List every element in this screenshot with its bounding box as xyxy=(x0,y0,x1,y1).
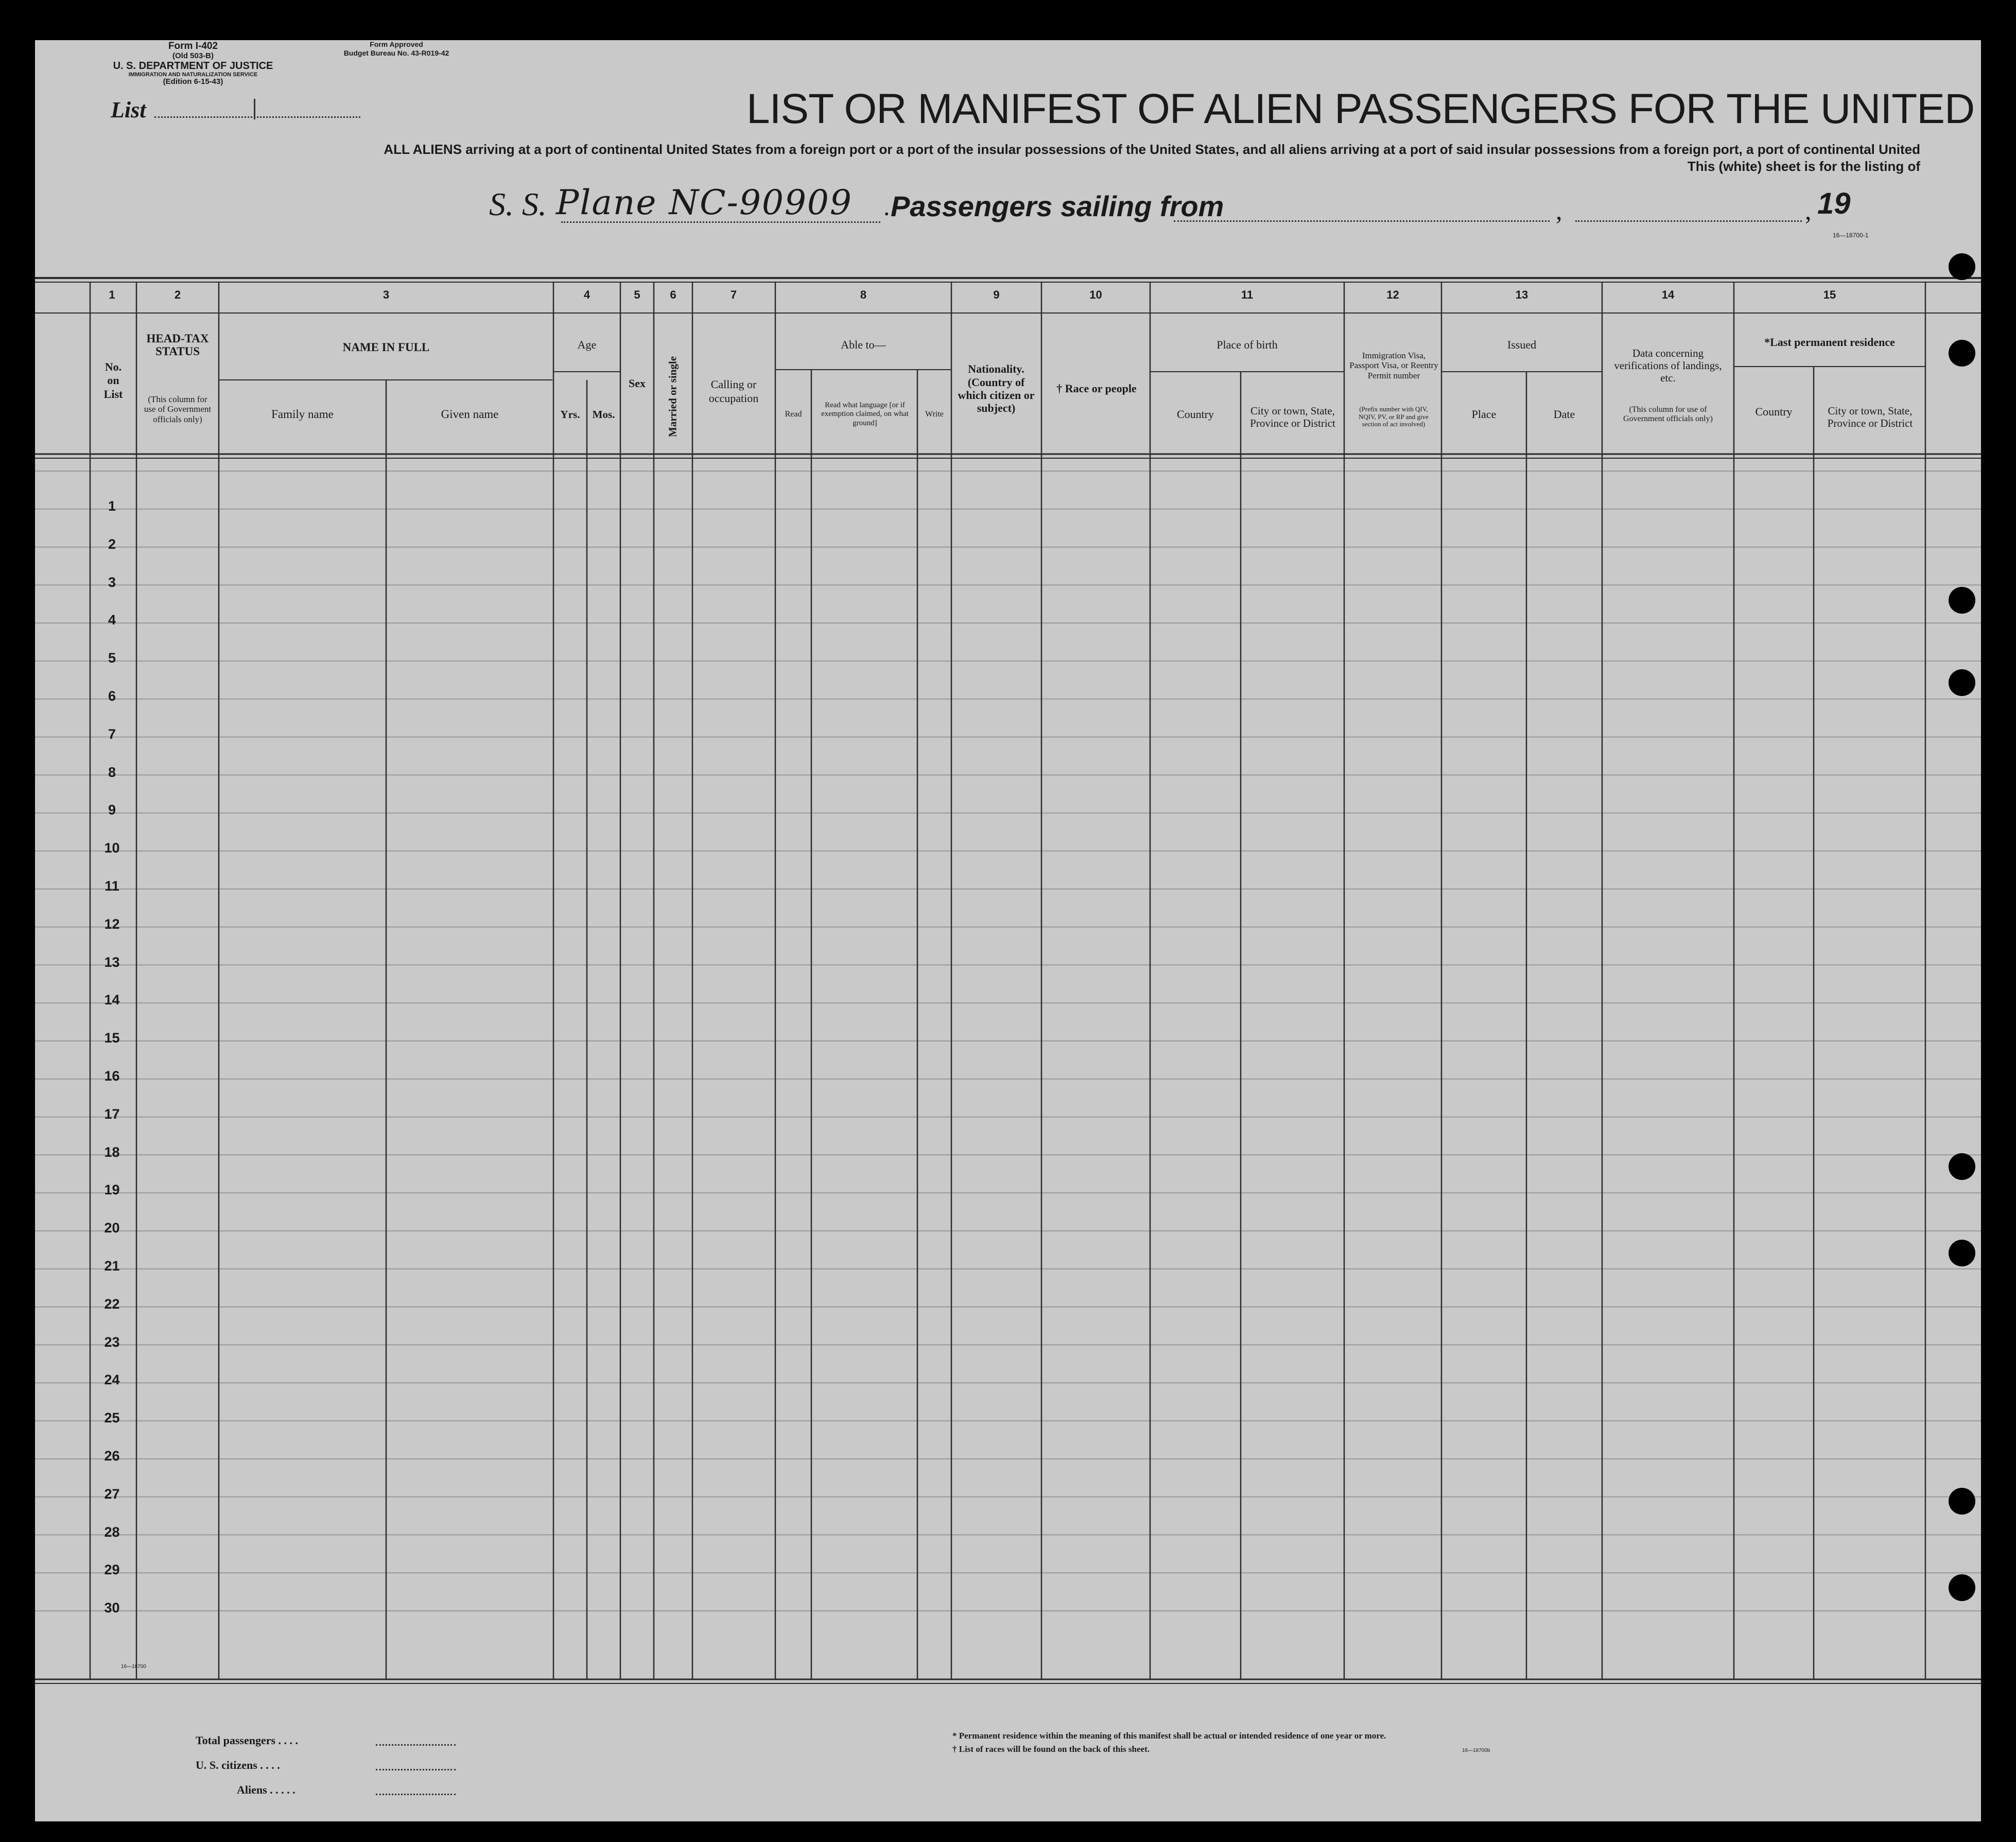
row-number: 29 xyxy=(104,1562,120,1578)
ship-dot: . xyxy=(883,192,890,221)
header-issued-place: Place xyxy=(1471,408,1497,421)
header-family-name: Family name xyxy=(271,408,334,421)
row-number: 17 xyxy=(104,1106,120,1122)
row-number: 5 xyxy=(108,650,116,666)
column-number: 8 xyxy=(860,288,867,301)
header-residence-country: Country xyxy=(1755,405,1793,418)
header-nationality: Nationality. (Country of which citizen or subject) xyxy=(958,362,1035,415)
row-number: 9 xyxy=(108,802,116,818)
bureau-number: Budget Bureau No. 43-R019-42 xyxy=(343,48,449,57)
row-number: 26 xyxy=(104,1448,120,1464)
row-number: 28 xyxy=(104,1524,120,1540)
column-number: 13 xyxy=(1515,288,1528,301)
list-handwritten-mark xyxy=(254,99,255,119)
column-number: 7 xyxy=(730,288,737,301)
header-age: Age xyxy=(577,338,597,351)
header-write: Write xyxy=(925,410,944,419)
row-number: 16 xyxy=(104,1068,120,1084)
column-number: 3 xyxy=(383,288,390,301)
header-age-yrs: Yrs. xyxy=(560,408,580,421)
row-number: 30 xyxy=(104,1600,120,1616)
column-number: 1 xyxy=(109,288,115,301)
binder-hole xyxy=(1949,1153,1975,1180)
comma: , xyxy=(1556,196,1562,225)
sailing-from-label: Passengers sailing from xyxy=(891,190,1224,222)
row-number: 7 xyxy=(108,726,116,742)
column-number: 2 xyxy=(174,288,181,301)
header-able-to: Able to— xyxy=(841,338,886,351)
header-given-name: Given name xyxy=(441,408,499,421)
aliens-label: Aliens . . . . . xyxy=(237,1783,296,1796)
header-race: † Race or people xyxy=(1056,382,1137,395)
column-number: 6 xyxy=(670,288,676,301)
row-number: 8 xyxy=(108,764,116,780)
comma: , xyxy=(1805,196,1812,225)
row-number: 15 xyxy=(104,1030,120,1046)
row-number: 18 xyxy=(104,1144,120,1160)
row-number: 6 xyxy=(108,688,116,704)
sailing-date-field[interactable] xyxy=(1575,220,1802,222)
header-data-note: (This column for use of Government officials only) xyxy=(1623,405,1713,423)
ship-name-handwritten[interactable]: Plane NC-90909 xyxy=(556,183,853,222)
row-number: 20 xyxy=(104,1220,120,1236)
manifest-sheet xyxy=(35,40,1981,1821)
header-place-of-birth: Place of birth xyxy=(1216,338,1278,351)
header-sex: Sex xyxy=(629,377,646,390)
binder-hole xyxy=(1949,1240,1975,1266)
subtitle-line-2: This (white) sheet is for the listing of xyxy=(1687,159,1920,174)
header-residence-city: City or town, State, Province or District xyxy=(1827,404,1913,429)
aliens-field[interactable] xyxy=(376,1794,456,1795)
row-number: 14 xyxy=(104,992,120,1008)
row-number: 10 xyxy=(104,840,120,856)
form-code: 16—18700b xyxy=(1462,1748,1490,1753)
column-number: 9 xyxy=(993,288,1000,301)
header-calling-occupation: Calling or occupation xyxy=(708,377,759,405)
row-number: 2 xyxy=(108,536,116,552)
row-number: 19 xyxy=(104,1182,120,1198)
header-no-on-list: No. on List xyxy=(103,360,123,401)
form-code: 16—18700 xyxy=(121,1664,146,1670)
total-passengers-label: Total passengers . . . . xyxy=(196,1734,299,1747)
us-citizens-field[interactable] xyxy=(376,1769,456,1770)
header-married-or-single: Married or single xyxy=(666,356,679,437)
header-visa-number: Immigration Visa, Passport Visa, or Reentry Permit number xyxy=(1349,350,1438,380)
row-number: 11 xyxy=(105,878,119,894)
edition: (Edition 6-15-43) xyxy=(163,77,223,86)
row-number: 4 xyxy=(108,612,116,628)
form-number: Form I-402 xyxy=(168,41,218,51)
header-read: Read xyxy=(785,410,802,419)
row-number: 22 xyxy=(104,1296,120,1312)
service: IMMIGRATION AND NATURALIZATION SERVICE xyxy=(128,72,258,78)
subtitle-line-1: ALL ALIENS arriving at a port of continental United States from a foreign port or a port of the insular possessions of the United States, and all aliens arriving at a port of said insular possessions from a foreign port, a port of continental United xyxy=(384,142,1920,157)
column-number: 12 xyxy=(1386,288,1399,301)
column-number: 5 xyxy=(634,288,640,301)
column-number: 14 xyxy=(1661,288,1675,301)
header-head-tax-note: (This column for use of Government officials only) xyxy=(144,394,212,424)
total-passengers-field[interactable] xyxy=(376,1744,456,1746)
row-number: 27 xyxy=(104,1486,120,1502)
header-head-tax: HEAD-TAX STATUS xyxy=(146,332,209,358)
row-number: 12 xyxy=(104,916,120,932)
column-number: 15 xyxy=(1823,288,1836,301)
list-field[interactable] xyxy=(154,116,360,118)
ship-name-line xyxy=(561,221,880,223)
column-number: 10 xyxy=(1089,288,1102,301)
year-prefix: 19 xyxy=(1817,187,1851,220)
header-age-mos: Mos. xyxy=(592,408,615,421)
column-number: 4 xyxy=(583,288,590,301)
footnote-permanent-residence: * Permanent residence within the meaning of this manifest shall be actual or intended residence of one year or more. xyxy=(952,1731,1386,1741)
row-number: 13 xyxy=(104,954,120,970)
list-label: List xyxy=(111,97,146,123)
header-birth-country: Country xyxy=(1176,408,1214,421)
row-number: 21 xyxy=(104,1258,120,1274)
header-issued-date: Date xyxy=(1553,408,1575,421)
sailing-from-field[interactable] xyxy=(1174,220,1550,222)
binder-hole xyxy=(1949,1574,1975,1601)
row-number: 3 xyxy=(108,574,116,590)
row-number: 23 xyxy=(104,1334,120,1350)
header-form-code: 16—18700-1 xyxy=(1833,232,1869,239)
header-name-in-full: NAME IN FULL xyxy=(342,341,430,354)
header-birth-city: City or town, State, Province or District xyxy=(1250,404,1335,429)
row-number: 25 xyxy=(104,1410,120,1426)
page-title: LIST OR MANIFEST OF ALIEN PASSENGERS FOR THE UNITED xyxy=(746,85,1975,132)
form-id-block xyxy=(103,41,283,86)
header-visa-note: (Prefix number with QIV, NQIV, PV, or RP and give section of act involved) xyxy=(1359,405,1429,428)
header-last-residence: *Last permanent residence xyxy=(1764,336,1895,349)
department: U. S. DEPARTMENT OF JUSTICE xyxy=(113,60,273,72)
binder-hole xyxy=(1949,669,1975,696)
binder-hole xyxy=(1949,253,1975,280)
column-number: 11 xyxy=(1241,288,1254,301)
binder-hole xyxy=(1949,587,1975,614)
row-number: 1 xyxy=(108,498,116,514)
approval-block xyxy=(329,40,463,58)
header-data-concerning: Data concerning verifications of landings, etc. xyxy=(1614,346,1722,385)
binder-hole xyxy=(1949,1488,1975,1515)
header-issued: Issued xyxy=(1507,338,1537,351)
us-citizens-label: U. S. citizens . . . . xyxy=(196,1759,280,1771)
footnote-races: † List of races will be found on the back of this sheet. xyxy=(952,1744,1150,1754)
form-approved: Form Approved xyxy=(370,40,423,48)
ship-prefix: S. S. xyxy=(489,186,547,222)
old-number: (Old 503-B) xyxy=(172,51,214,60)
row-number: 24 xyxy=(104,1372,120,1388)
binder-hole xyxy=(1949,340,1975,367)
header-read-what-language: Read what language [or if exemption claimed, on what ground] xyxy=(821,401,909,427)
